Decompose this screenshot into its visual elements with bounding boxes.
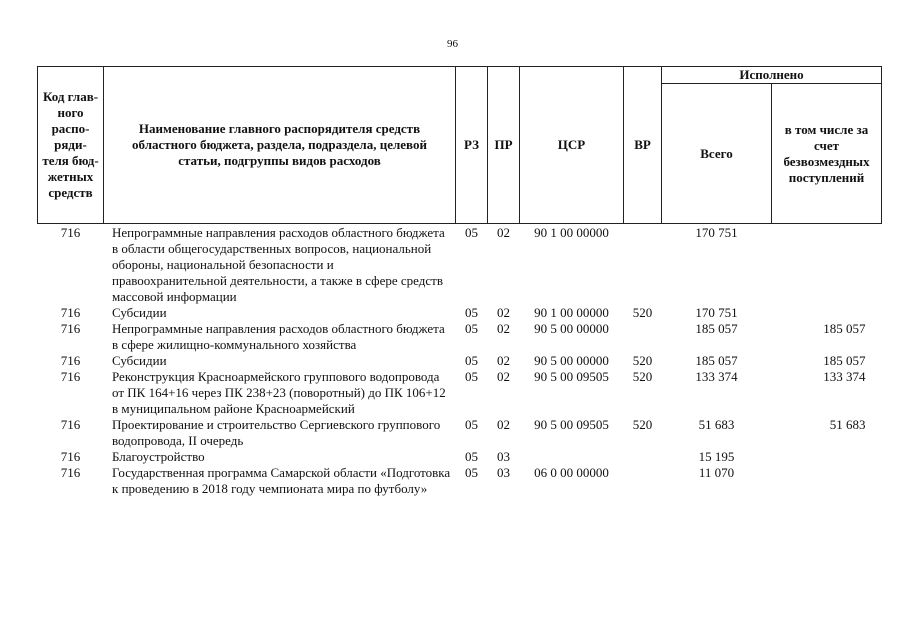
row-vr — [624, 449, 662, 465]
row-rz: 05 — [465, 225, 478, 240]
header-csr: ЦСР — [520, 67, 624, 224]
row-csr: 90 1 00 00000 — [534, 305, 609, 320]
row-code: 716 — [60, 417, 81, 432]
row-name: Проектирование и строительство Сергиевского группового водопровода, II очередь — [112, 417, 441, 448]
row-free: 133 374 — [823, 369, 866, 384]
table-row — [38, 417, 882, 449]
row-total: 170 751 — [695, 225, 738, 240]
row-rz: 05 — [465, 417, 478, 432]
row-rz: 05 — [465, 449, 478, 464]
row-pr: 03 — [497, 449, 510, 464]
row-free — [772, 465, 882, 497]
row-name: Благоустройство — [112, 449, 205, 464]
row-csr: 90 5 00 09505 — [534, 369, 609, 384]
table-row — [38, 465, 882, 497]
table-row — [38, 449, 882, 465]
row-vr — [624, 465, 662, 497]
table-row — [38, 353, 882, 369]
row-name: Непрограммные направления расходов областного бюджета в сфере жилищно-коммунального хозяйства — [112, 321, 445, 352]
row-rz: 05 — [465, 305, 478, 320]
row-vr — [624, 321, 662, 353]
header-vr: ВР — [624, 67, 662, 224]
row-total: 185 057 — [695, 321, 738, 336]
row-rz: 05 — [465, 321, 478, 336]
row-code: 716 — [60, 465, 81, 480]
table-row — [38, 321, 882, 353]
row-free — [772, 224, 882, 306]
row-vr: 520 — [632, 417, 653, 432]
row-csr: 90 5 00 00000 — [534, 353, 609, 368]
row-code: 716 — [60, 305, 81, 320]
row-vr: 520 — [632, 369, 653, 384]
row-csr: 06 0 00 00000 — [534, 465, 609, 480]
table-row — [38, 224, 882, 306]
row-free: 185 057 — [823, 353, 866, 368]
header-total: Всего — [662, 84, 772, 224]
row-code: 716 — [60, 321, 81, 336]
row-total: 170 751 — [695, 305, 738, 320]
row-name: Непрограммные направления расходов областного бюджета в области общегосударственных вопросов, национальной обороны, национальной безопасности и правоохранительной деятельности, а также в сфере средств массовой информации — [112, 225, 445, 304]
row-csr — [520, 449, 624, 465]
expenditure-table — [37, 66, 882, 497]
row-rz: 05 — [465, 465, 478, 480]
row-pr: 02 — [497, 369, 510, 384]
page-number: 96 — [447, 38, 458, 50]
row-free: 185 057 — [823, 321, 866, 336]
header-rz: РЗ — [456, 67, 488, 224]
row-pr: 03 — [497, 465, 510, 480]
row-total: 185 057 — [695, 353, 738, 368]
row-code: 716 — [60, 449, 81, 464]
row-free — [772, 449, 882, 465]
header-name: Наименование главного распорядителя средств областного бюджета, раздела, подраздела, целевой статьи, подгруппы видов расходов — [104, 67, 456, 224]
row-name: Субсидии — [112, 353, 167, 368]
row-pr: 02 — [497, 417, 510, 432]
row-vr: 520 — [632, 353, 653, 368]
row-rz: 05 — [465, 353, 478, 368]
row-free — [772, 305, 882, 321]
row-pr: 02 — [497, 353, 510, 368]
row-free: 51 683 — [829, 417, 866, 432]
header-executed: Исполнено — [662, 67, 882, 84]
row-name: Государственная программа Самарской области «Подготовка к проведению в 2018 году чемпионата мира по футболу» — [112, 465, 451, 496]
header-free: в том числе за счет безвозмездных поступлений — [772, 84, 882, 224]
row-pr: 02 — [497, 225, 510, 240]
table-row — [38, 305, 882, 321]
row-name: Реконструкция Красноармейского группового водопровода от ПК 164+16 через ПК 238+23 (поворотный) до ПК 106+12 в муниципальном районе Красноармейский — [112, 369, 446, 416]
row-total: 133 374 — [695, 369, 738, 384]
row-pr: 02 — [497, 321, 510, 336]
row-code: 716 — [60, 353, 81, 368]
header-pr: ПР — [488, 67, 520, 224]
header-code: Код глав-ного распо-ряди-теля бюд-жетных средств — [38, 67, 104, 224]
row-csr: 90 5 00 09505 — [534, 417, 609, 432]
row-vr: 520 — [632, 305, 653, 320]
row-rz: 05 — [465, 369, 478, 384]
row-total: 15 195 — [698, 449, 735, 464]
row-name: Субсидии — [112, 305, 167, 320]
row-pr: 02 — [497, 305, 510, 320]
row-code: 716 — [60, 225, 81, 240]
row-total: 11 070 — [698, 465, 735, 480]
row-code: 716 — [60, 369, 81, 384]
row-total: 51 683 — [698, 417, 735, 432]
row-vr — [624, 224, 662, 306]
row-csr: 90 5 00 00000 — [534, 321, 609, 336]
table-row — [38, 369, 882, 417]
row-csr: 90 1 00 00000 — [534, 225, 609, 240]
